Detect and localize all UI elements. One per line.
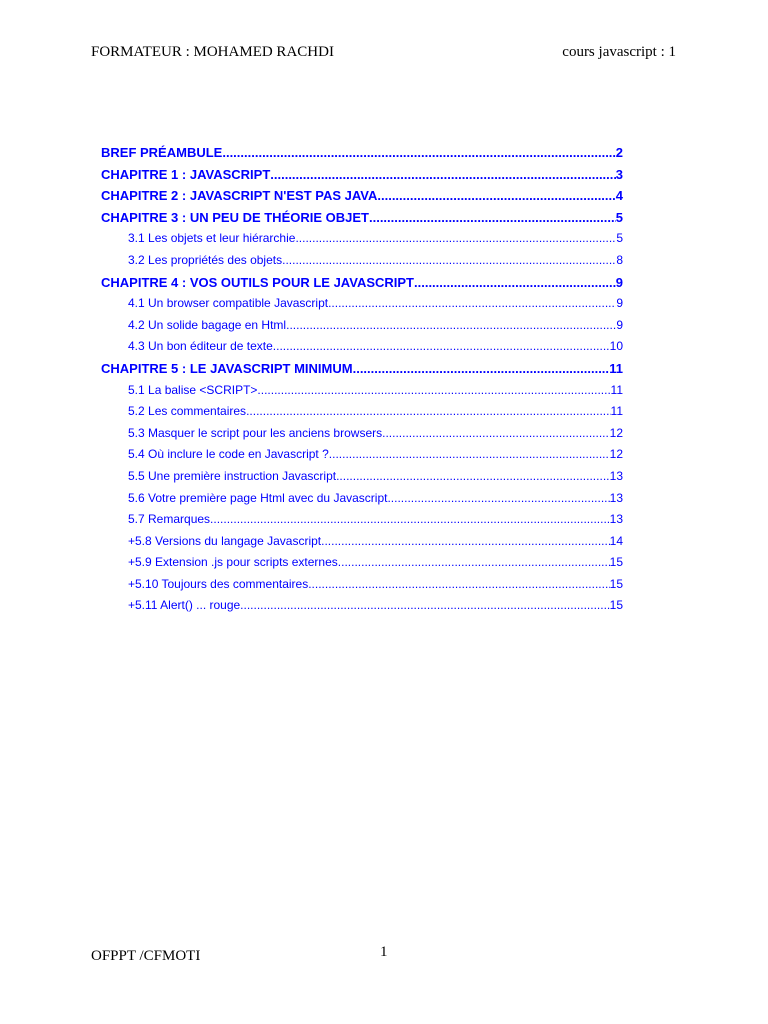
toc-entry-page-number: 12	[609, 425, 623, 440]
toc-entry-label: 5.5 Une première instruction Javascript	[128, 468, 337, 483]
toc-section-link[interactable]	[101, 491, 623, 513]
toc-entry-label: +5.11 Alert() ... rouge	[128, 598, 241, 613]
toc-entry-page-number: 3	[615, 166, 623, 182]
toc-entry-label: 3.2 Les propriétés des objets	[128, 252, 283, 267]
toc-dot-leader	[382, 426, 610, 440]
toc-entry-page-number: 4	[615, 188, 623, 204]
toc-dot-leader	[369, 210, 616, 225]
toc-entry-page-number: 5	[615, 209, 623, 225]
toc-entry-page-number: 13	[609, 512, 623, 527]
toc-entry-label: 5.1 La balise <SCRIPT>	[128, 382, 258, 397]
toc-section-link[interactable]	[101, 404, 623, 426]
toc-entry-page-number: 11	[610, 382, 623, 397]
toc-entry-page-number: 9	[616, 296, 623, 311]
toc-chapter-link[interactable]	[101, 275, 623, 297]
toc-entry-page-number: 10	[609, 339, 623, 354]
toc-section-link[interactable]	[101, 318, 623, 340]
toc-section-link[interactable]	[101, 383, 623, 405]
toc-entry-label: 5.6 Votre première page Html avec du Javascript	[128, 490, 388, 505]
toc-entry-label: 4.3 Un bon éditeur de texte	[128, 339, 273, 354]
toc-entry-label: CHAPITRE 5 : LE JAVASCRIPT MINIMUM	[101, 360, 353, 376]
toc-section-link[interactable]	[101, 555, 623, 577]
toc-dot-leader	[328, 296, 616, 310]
toc-entry-page-number: 13	[609, 468, 623, 483]
toc-dot-leader	[246, 404, 610, 418]
toc-entry-page-number: 13	[609, 490, 623, 505]
toc-section-link[interactable]	[101, 447, 623, 469]
toc-section-link[interactable]	[101, 598, 623, 620]
toc-dot-leader	[210, 512, 610, 526]
toc-dot-leader	[336, 469, 610, 483]
toc-section-link[interactable]	[101, 577, 623, 599]
toc-entry-label: +5.10 Toujours des commentaires	[128, 576, 309, 591]
footer-organization: OFPPT /CFMOTI	[91, 948, 201, 964]
toc-entry-label: 5.7 Remarques	[128, 512, 211, 527]
toc-entry-label: CHAPITRE 2 : JAVASCRIPT N'EST PAS JAVA	[101, 188, 378, 204]
toc-entry-label: 5.2 Les commentaires	[128, 404, 247, 419]
toc-dot-leader	[295, 231, 616, 245]
toc-section-link[interactable]	[101, 469, 623, 491]
toc-section-link[interactable]	[101, 339, 623, 361]
toc-entry-page-number: 9	[615, 274, 623, 290]
toc-dot-leader	[286, 318, 616, 332]
toc-entry-page-number: 11	[609, 360, 623, 376]
toc-dot-leader	[282, 253, 616, 267]
toc-entry-label: +5.9 Extension .js pour scripts externes	[128, 555, 338, 570]
header-course-title: cours javascript : 1	[562, 44, 676, 60]
toc-chapter-link[interactable]	[101, 210, 623, 232]
toc-dot-leader	[240, 598, 609, 612]
toc-entry-label: CHAPITRE 4 : VOS OUTILS POUR LE JAVASCRIPT	[101, 274, 414, 290]
toc-dot-leader	[387, 491, 609, 505]
toc-section-link[interactable]	[101, 534, 623, 556]
toc-dot-leader	[377, 188, 615, 203]
toc-entry-page-number: 15	[609, 576, 623, 591]
toc-section-link[interactable]	[101, 512, 623, 534]
toc-entry-label: CHAPITRE 3 : UN PEU DE THÉORIE OBJET	[101, 209, 369, 225]
toc-dot-leader	[338, 555, 610, 569]
toc-entry-page-number: 2	[615, 145, 623, 160]
toc-entry-page-number: 5	[616, 231, 623, 246]
toc-entry-page-number: 9	[616, 317, 623, 332]
toc-dot-leader	[308, 577, 609, 591]
toc-section-link[interactable]	[101, 296, 623, 318]
toc-entry-label: 5.3 Masquer le script pour les anciens browsers	[128, 425, 383, 440]
toc-chapter-link[interactable]	[101, 145, 623, 167]
footer-page-number: 1	[380, 944, 388, 960]
toc-entry-label: CHAPITRE 1 : JAVASCRIPT	[101, 166, 271, 182]
toc-section-link[interactable]	[101, 253, 623, 275]
toc-chapter-link[interactable]	[101, 167, 623, 189]
toc-dot-leader	[353, 361, 610, 376]
toc-entry-label: 4.1 Un browser compatible Javascript	[128, 296, 329, 311]
toc-chapter-link[interactable]	[101, 188, 623, 210]
toc-dot-leader	[270, 167, 616, 182]
toc-entry-page-number: 14	[609, 533, 623, 548]
toc-dot-leader	[321, 534, 610, 548]
toc-entry-label: +5.8 Versions du langage Javascript	[128, 533, 322, 548]
toc-entry-label: 5.4 Où inclure le code en Javascript ?	[128, 447, 329, 462]
toc-section-link[interactable]	[101, 426, 623, 448]
toc-entry-page-number: 11	[610, 404, 623, 419]
toc-entry-label: BREF PRÉAMBULE	[101, 145, 223, 160]
toc-entry-label: 3.1 Les objets et leur hiérarchie	[128, 231, 296, 246]
toc-entry-label: 4.2 Un solide bagage en Html	[128, 317, 287, 332]
table-of-contents	[101, 145, 623, 620]
toc-entry-page-number: 15	[609, 598, 623, 613]
header-author: FORMATEUR : MOHAMED RACHDI	[91, 44, 334, 60]
toc-section-link[interactable]	[101, 231, 623, 253]
toc-entry-page-number: 8	[616, 252, 623, 267]
toc-dot-leader	[273, 339, 610, 353]
toc-dot-leader	[257, 383, 610, 397]
toc-dot-leader	[414, 275, 616, 290]
toc-dot-leader	[329, 447, 610, 461]
toc-entry-page-number: 15	[609, 555, 623, 570]
toc-chapter-link[interactable]	[101, 361, 623, 383]
toc-dot-leader	[222, 145, 615, 160]
toc-entry-page-number: 12	[609, 447, 623, 462]
